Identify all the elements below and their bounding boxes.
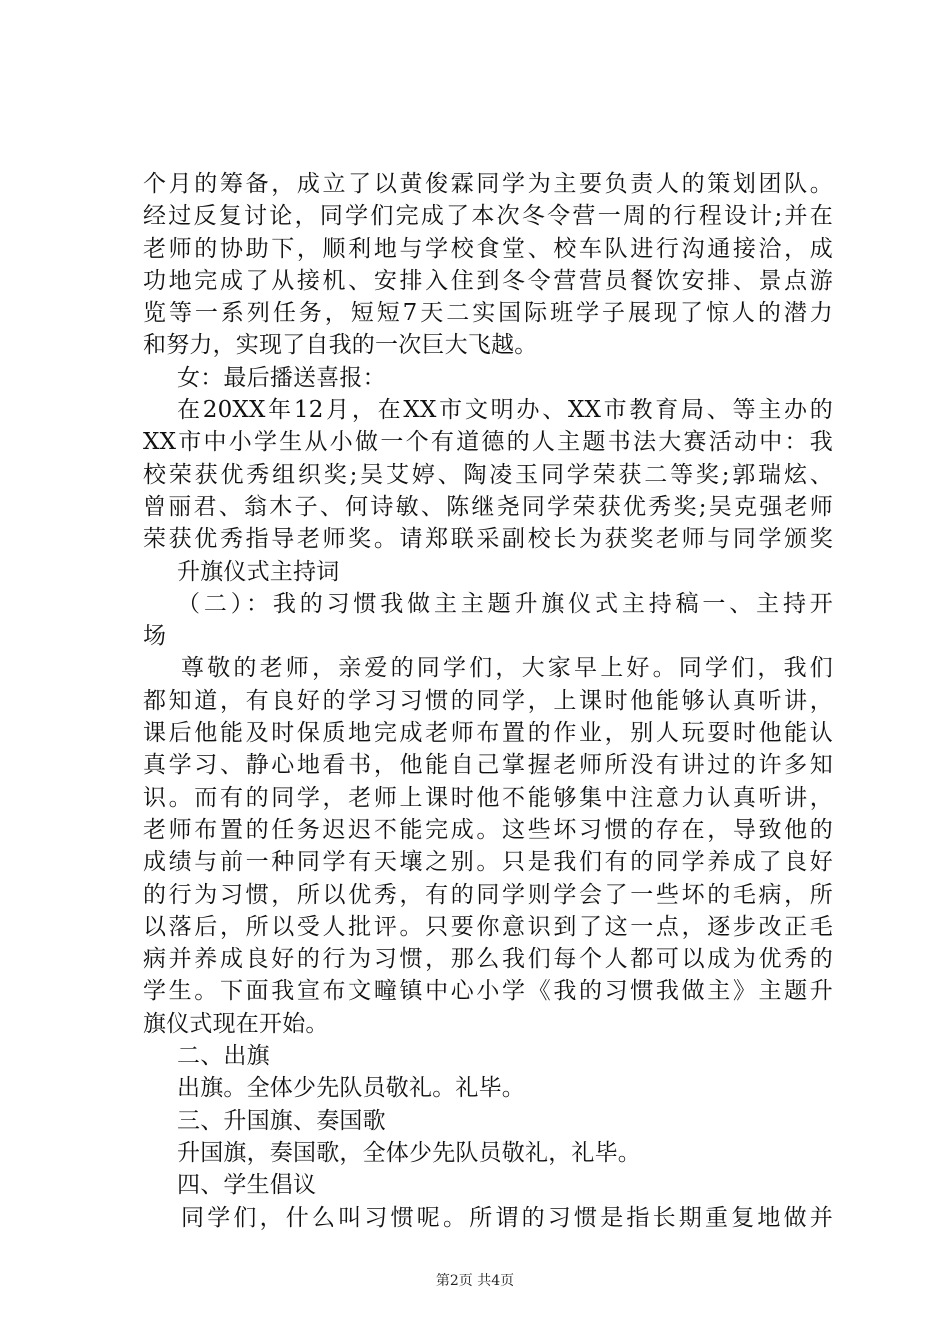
text-line: （二）：我的习惯我做主主题升旗仪式主持稿一、主持开 xyxy=(177,590,833,617)
document-body xyxy=(143,168,833,1234)
text-line: 个月的筹备，成立了以黄俊霖同学为主要负责人的策划团队。 xyxy=(143,171,833,197)
text-line: 同学们，什么叫习惯呢。所谓的习惯是指长期重复地做并 xyxy=(181,1204,833,1231)
text-line: 课后他能及时保质地完成老师布置的作业，别人玩耍时他能认 xyxy=(143,720,833,747)
text-line: 荣获优秀指导老师奖。请郑联采副校长为获奖老师与同学颁奖 xyxy=(143,526,833,553)
text-line: 在20XX年12月，在XX市文明办、XX市教育局、等主办的 xyxy=(177,397,833,424)
text-line: 学生。下面我宣布文疃镇中心小学《我的习惯我做主》主题升 xyxy=(143,978,833,1005)
text-line: 览等一系列任务，短短7天二实国际班学子展现了惊人的潜力 xyxy=(143,300,833,327)
text-line: 老师布置的任务迟迟不能完成。这些坏习惯的存在，导致他的 xyxy=(143,816,833,843)
text-line: 曾丽君、翁木子、何诗敏、陈继尧同学荣获优秀奖;吴克强老师 xyxy=(143,493,833,520)
text-line: 都知道，有良好的学习习惯的同学，上课时他能够认真听讲， xyxy=(143,687,833,714)
text-line: 女：最后播送喜报： xyxy=(177,364,386,391)
text-line: 升旗仪式主持词 xyxy=(177,558,340,585)
text-line: 四、学生倡议 xyxy=(177,1172,317,1199)
text-line: XX市中小学生从小做一个有道德的人主题书法大赛活动中：我 xyxy=(143,429,833,456)
text-line: 成绩与前一种同学有天壤之别。只是我们有的同学养成了良好 xyxy=(143,849,833,876)
text-line: 的行为习惯，所以优秀，有的同学则学会了一些坏的毛病，所 xyxy=(143,881,833,908)
text-line: 真学习、静心地看书，他能自己掌握老师所没有讲过的许多知 xyxy=(143,752,833,779)
page-footer: 第2页 共4页 xyxy=(435,1273,515,1289)
text-line: 和努力，实现了自我的一次巨大飞越。 xyxy=(143,332,538,359)
text-line: 尊敬的老师，亲爱的同学们，大家早上好。同学们，我们 xyxy=(181,655,833,682)
text-line: 升国旗，奏国歌，全体少先队员敬礼，礼毕。 xyxy=(177,1139,641,1166)
text-line: 三、升国旗、奏国歌 xyxy=(177,1107,386,1134)
text-line: 病并养成良好的行为习惯，那么我们每个人都可以成为优秀的 xyxy=(143,946,833,973)
text-line: 经过反复讨论，同学们完成了本次冬令营一周的行程设计;并在 xyxy=(143,203,833,230)
text-line: 二、出旗 xyxy=(177,1043,270,1070)
text-line: 校荣获优秀组织奖;吴艾婷、陶凌玉同学荣获二等奖;郭瑞炫、 xyxy=(143,461,833,488)
text-line: 老师的协助下，顺利地与学校食堂、校车队进行沟通接洽，成 xyxy=(143,235,833,262)
text-line: 以落后，所以受人批评。只要你意识到了这一点，逐步改正毛 xyxy=(143,913,833,940)
text-line: 功地完成了从接机、安排入住到冬令营营员餐饮安排、景点游 xyxy=(143,267,833,294)
text-line: 场 xyxy=(143,623,167,650)
text-line: 旗仪式现在开始。 xyxy=(143,1010,329,1037)
text-line: 出旗。全体少先队员敬礼。礼毕。 xyxy=(177,1075,525,1102)
text-line: 识。而有的同学，老师上课时他不能够集中注意力认真听讲， xyxy=(143,784,833,811)
